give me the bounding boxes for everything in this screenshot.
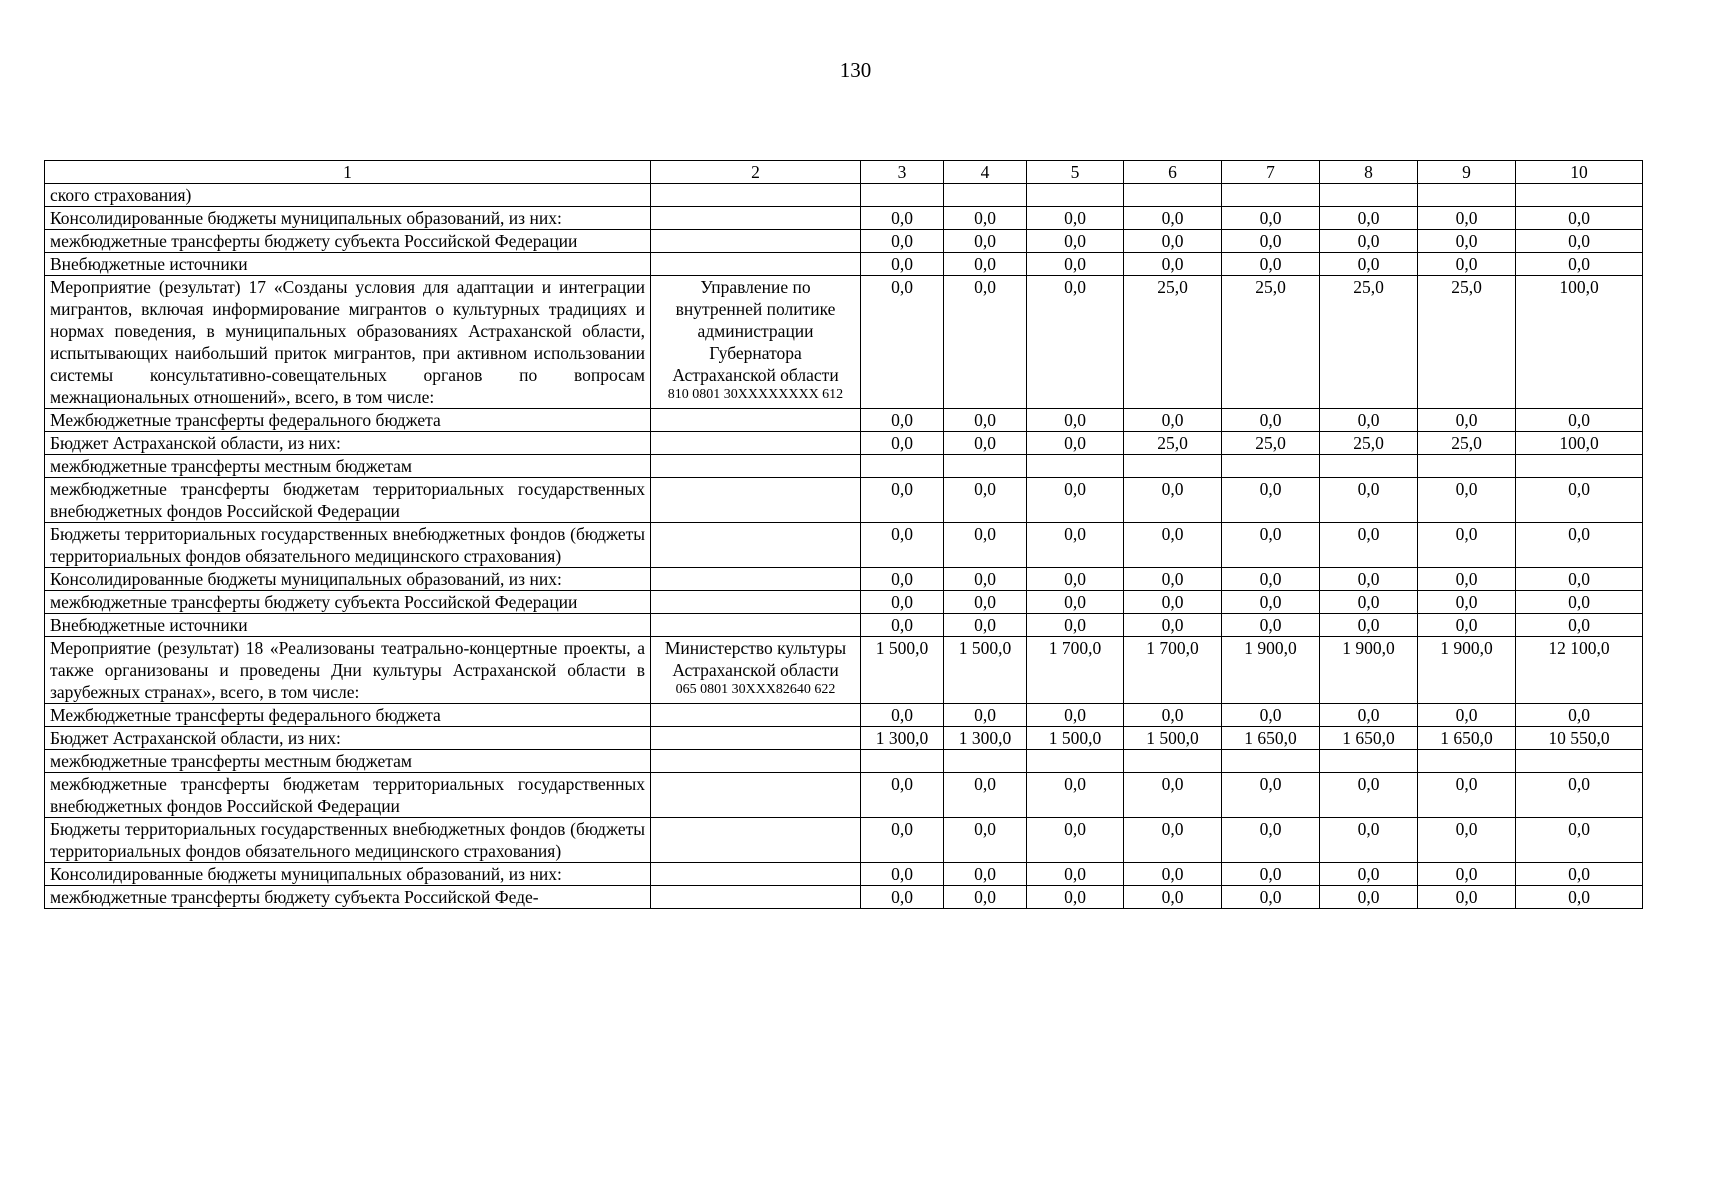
value-cell: 12 100,0 — [1516, 637, 1643, 704]
value-cell: 0,0 — [1124, 568, 1222, 591]
value-cell: 0,0 — [1027, 591, 1124, 614]
table-row — [45, 750, 1643, 773]
row-label: межбюджетные трансферты бюджетам территориальных государственных внебюджетных фондов Российской Федерации — [45, 478, 651, 523]
value-cell: 1 500,0 — [861, 637, 944, 704]
value-cell: 0,0 — [1124, 523, 1222, 568]
row-label: межбюджетные трансферты бюджету субъекта Российской Феде- — [45, 886, 651, 909]
value-cell: 0,0 — [1516, 478, 1643, 523]
value-cell: 0,0 — [1222, 773, 1320, 818]
row-label: Внебюджетные источники — [45, 253, 651, 276]
value-cell: 0,0 — [861, 773, 944, 818]
value-cell: 0,0 — [1418, 886, 1516, 909]
row-label: межбюджетные трансферты местным бюджетам — [45, 750, 651, 773]
executor-name: Министерство культуры Астраханской области — [664, 638, 847, 680]
value-cell: 0,0 — [944, 568, 1027, 591]
row-label: Межбюджетные трансферты федерального бюджета — [45, 409, 651, 432]
value-cell: 0,0 — [1320, 253, 1418, 276]
value-cell — [1124, 184, 1222, 207]
value-cell — [1418, 455, 1516, 478]
value-cell — [1516, 455, 1643, 478]
value-cell: 0,0 — [1027, 478, 1124, 523]
table-row — [45, 455, 1643, 478]
column-header: 10 — [1516, 161, 1643, 184]
row-label: Бюджеты территориальных государственных внебюджетных фондов (бюджеты территориальных фондов обязательного медицинского страхования) — [45, 523, 651, 568]
value-cell — [944, 750, 1027, 773]
value-cell: 0,0 — [861, 253, 944, 276]
responsible-executor — [651, 591, 861, 614]
responsible-executor — [651, 614, 861, 637]
row-label: Бюджет Астраханской области, из них: — [45, 432, 651, 455]
row-label: Бюджеты территориальных государственных внебюджетных фондов (бюджеты территориальных фондов обязательного медицинского страхования) — [45, 818, 651, 863]
value-cell: 0,0 — [1124, 818, 1222, 863]
value-cell: 0,0 — [1222, 568, 1320, 591]
responsible-executor — [651, 637, 861, 704]
value-cell: 0,0 — [1124, 478, 1222, 523]
table-row — [45, 409, 1643, 432]
value-cell: 0,0 — [1222, 478, 1320, 523]
value-cell: 0,0 — [1222, 230, 1320, 253]
value-cell: 0,0 — [861, 886, 944, 909]
value-cell: 0,0 — [1418, 523, 1516, 568]
table-row — [45, 614, 1643, 637]
value-cell: 0,0 — [1124, 886, 1222, 909]
value-cell: 0,0 — [1027, 523, 1124, 568]
responsible-executor — [651, 409, 861, 432]
value-cell: 0,0 — [1516, 207, 1643, 230]
value-cell: 0,0 — [1418, 614, 1516, 637]
value-cell: 0,0 — [1027, 207, 1124, 230]
value-cell: 10 550,0 — [1516, 727, 1643, 750]
column-number-row — [45, 161, 1643, 184]
value-cell: 0,0 — [1222, 523, 1320, 568]
value-cell: 0,0 — [1320, 818, 1418, 863]
value-cell: 0,0 — [1516, 818, 1643, 863]
value-cell: 0,0 — [1124, 230, 1222, 253]
value-cell: 0,0 — [1320, 614, 1418, 637]
value-cell: 0,0 — [1418, 818, 1516, 863]
value-cell: 0,0 — [1027, 704, 1124, 727]
value-cell: 0,0 — [944, 478, 1027, 523]
responsible-executor — [651, 432, 861, 455]
column-header: 8 — [1320, 161, 1418, 184]
value-cell — [861, 750, 944, 773]
value-cell: 0,0 — [1516, 704, 1643, 727]
value-cell: 25,0 — [1320, 432, 1418, 455]
value-cell: 0,0 — [861, 409, 944, 432]
responsible-executor — [651, 230, 861, 253]
value-cell — [1027, 455, 1124, 478]
responsible-executor — [651, 455, 861, 478]
value-cell: 0,0 — [1222, 863, 1320, 886]
table-row — [45, 478, 1643, 523]
value-cell: 0,0 — [861, 276, 944, 409]
value-cell: 0,0 — [1027, 773, 1124, 818]
row-label: Консолидированные бюджеты муниципальных образований, из них: — [45, 207, 651, 230]
value-cell: 0,0 — [944, 409, 1027, 432]
value-cell: 0,0 — [944, 863, 1027, 886]
value-cell: 25,0 — [1124, 432, 1222, 455]
table-row — [45, 523, 1643, 568]
value-cell: 0,0 — [1418, 773, 1516, 818]
table-row — [45, 637, 1643, 704]
table-row — [45, 230, 1643, 253]
responsible-executor — [651, 773, 861, 818]
value-cell — [944, 455, 1027, 478]
value-cell: 0,0 — [1516, 253, 1643, 276]
table-row — [45, 704, 1643, 727]
row-label: межбюджетные трансферты бюджету субъекта Российской Федерации — [45, 591, 651, 614]
value-cell: 0,0 — [944, 886, 1027, 909]
value-cell: 0,0 — [1124, 409, 1222, 432]
table-row — [45, 184, 1643, 207]
budget-table — [44, 160, 1643, 909]
value-cell: 0,0 — [1320, 863, 1418, 886]
value-cell: 0,0 — [861, 704, 944, 727]
value-cell: 1 900,0 — [1222, 637, 1320, 704]
value-cell: 25,0 — [1320, 276, 1418, 409]
value-cell: 0,0 — [1320, 704, 1418, 727]
value-cell: 0,0 — [944, 591, 1027, 614]
value-cell — [1320, 184, 1418, 207]
value-cell: 0,0 — [1320, 773, 1418, 818]
value-cell — [1124, 455, 1222, 478]
value-cell — [1027, 184, 1124, 207]
value-cell: 0,0 — [1027, 614, 1124, 637]
row-label: межбюджетные трансферты бюджету субъекта Российской Федерации — [45, 230, 651, 253]
value-cell: 1 300,0 — [861, 727, 944, 750]
table-body — [45, 184, 1643, 909]
value-cell: 0,0 — [1222, 409, 1320, 432]
value-cell — [861, 184, 944, 207]
value-cell: 0,0 — [1418, 478, 1516, 523]
value-cell: 0,0 — [944, 818, 1027, 863]
table-row — [45, 568, 1643, 591]
value-cell: 0,0 — [1418, 704, 1516, 727]
value-cell: 0,0 — [1516, 886, 1643, 909]
value-cell: 1 900,0 — [1418, 637, 1516, 704]
column-header: 9 — [1418, 161, 1516, 184]
value-cell: 1 650,0 — [1222, 727, 1320, 750]
value-cell: 0,0 — [1027, 818, 1124, 863]
value-cell — [1516, 750, 1643, 773]
value-cell: 0,0 — [1222, 591, 1320, 614]
table-row — [45, 591, 1643, 614]
value-cell: 0,0 — [1222, 614, 1320, 637]
value-cell: 0,0 — [1516, 773, 1643, 818]
responsible-executor — [651, 207, 861, 230]
value-cell: 1 700,0 — [1124, 637, 1222, 704]
value-cell: 0,0 — [861, 591, 944, 614]
value-cell: 0,0 — [1124, 591, 1222, 614]
value-cell: 0,0 — [1516, 568, 1643, 591]
value-cell: 100,0 — [1516, 432, 1643, 455]
row-label: Межбюджетные трансферты федерального бюджета — [45, 704, 651, 727]
table-row — [45, 727, 1643, 750]
row-label: ского страхования) — [45, 184, 651, 207]
value-cell: 100,0 — [1516, 276, 1643, 409]
budget-code: 810 0801 30ХХХХХХХХ 612 — [667, 387, 844, 402]
value-cell: 0,0 — [1124, 253, 1222, 276]
value-cell: 0,0 — [944, 704, 1027, 727]
value-cell: 0,0 — [1320, 568, 1418, 591]
value-cell: 0,0 — [1418, 863, 1516, 886]
responsible-executor — [651, 704, 861, 727]
value-cell: 25,0 — [1418, 276, 1516, 409]
value-cell: 0,0 — [944, 773, 1027, 818]
responsible-executor — [651, 886, 861, 909]
value-cell: 0,0 — [1222, 818, 1320, 863]
value-cell: 0,0 — [1027, 253, 1124, 276]
value-cell: 0,0 — [1222, 886, 1320, 909]
value-cell — [861, 455, 944, 478]
value-cell: 0,0 — [944, 253, 1027, 276]
row-label: Мероприятие (результат) 17 «Созданы условия для адаптации и интеграции мигрантов, включая информирование мигрантов о культурных традициях и нормах поведения, в муниципальных образованиях Астраханской области, испытывающих наибольший приток мигрантов, при активном использовании системы консультативно-совещательных органов по вопросам межнациональных отношений», всего, в том числе: — [45, 276, 651, 409]
value-cell: 1 650,0 — [1418, 727, 1516, 750]
value-cell: 0,0 — [1124, 773, 1222, 818]
value-cell: 0,0 — [1320, 478, 1418, 523]
value-cell: 0,0 — [944, 614, 1027, 637]
table-row — [45, 432, 1643, 455]
value-cell: 0,0 — [861, 818, 944, 863]
value-cell: 25,0 — [1222, 432, 1320, 455]
value-cell: 0,0 — [861, 478, 944, 523]
column-header: 4 — [944, 161, 1027, 184]
row-label: Внебюджетные источники — [45, 614, 651, 637]
row-label: Консолидированные бюджеты муниципальных образований, из них: — [45, 568, 651, 591]
value-cell: 0,0 — [1027, 432, 1124, 455]
value-cell: 25,0 — [1222, 276, 1320, 409]
column-header: 6 — [1124, 161, 1222, 184]
value-cell — [1222, 455, 1320, 478]
value-cell: 0,0 — [861, 523, 944, 568]
column-header: 7 — [1222, 161, 1320, 184]
column-header: 2 — [651, 161, 861, 184]
budget-code: 065 0801 30ХХХ82640 622 — [675, 682, 836, 697]
responsible-executor — [651, 818, 861, 863]
responsible-executor — [651, 253, 861, 276]
value-cell: 0,0 — [1027, 568, 1124, 591]
responsible-executor — [651, 863, 861, 886]
value-cell: 0,0 — [1320, 230, 1418, 253]
value-cell: 0,0 — [944, 523, 1027, 568]
executor-name: Управление по внутренней политике администрации Губернатора Астраханской области — [672, 277, 839, 385]
responsible-executor — [651, 750, 861, 773]
value-cell: 0,0 — [1124, 704, 1222, 727]
value-cell: 0,0 — [944, 432, 1027, 455]
value-cell: 0,0 — [1418, 207, 1516, 230]
value-cell: 0,0 — [1516, 591, 1643, 614]
value-cell: 0,0 — [1027, 886, 1124, 909]
value-cell: 0,0 — [861, 614, 944, 637]
value-cell: 0,0 — [861, 432, 944, 455]
table-row — [45, 276, 1643, 409]
value-cell: 0,0 — [1124, 614, 1222, 637]
value-cell: 0,0 — [1222, 207, 1320, 230]
value-cell: 0,0 — [1418, 253, 1516, 276]
value-cell: 1 650,0 — [1320, 727, 1418, 750]
value-cell: 0,0 — [1320, 409, 1418, 432]
value-cell: 0,0 — [1027, 863, 1124, 886]
value-cell: 0,0 — [1124, 207, 1222, 230]
table-row — [45, 886, 1643, 909]
value-cell: 0,0 — [1222, 253, 1320, 276]
value-cell: 0,0 — [1516, 409, 1643, 432]
value-cell: 0,0 — [1027, 409, 1124, 432]
value-cell: 0,0 — [944, 276, 1027, 409]
value-cell: 0,0 — [1418, 409, 1516, 432]
value-cell — [1516, 184, 1643, 207]
responsible-executor — [651, 523, 861, 568]
value-cell: 0,0 — [1027, 230, 1124, 253]
value-cell: 0,0 — [1320, 886, 1418, 909]
value-cell: 25,0 — [1124, 276, 1222, 409]
row-label: Мероприятие (результат) 18 «Реализованы театрально-концертные проекты, а также организованы и проведены Дни культуры Астраханской области в зарубежных странах», всего, в том числе: — [45, 637, 651, 704]
column-header: 1 — [45, 161, 651, 184]
table-row — [45, 253, 1643, 276]
value-cell: 0,0 — [1418, 591, 1516, 614]
column-header: 5 — [1027, 161, 1124, 184]
value-cell: 0,0 — [861, 230, 944, 253]
responsible-executor — [651, 184, 861, 207]
value-cell: 0,0 — [1027, 276, 1124, 409]
value-cell: 0,0 — [1222, 704, 1320, 727]
row-label: Бюджет Астраханской области, из них: — [45, 727, 651, 750]
row-label: межбюджетные трансферты местным бюджетам — [45, 455, 651, 478]
value-cell: 1 300,0 — [944, 727, 1027, 750]
value-cell — [1320, 455, 1418, 478]
responsible-executor — [651, 568, 861, 591]
table-row — [45, 818, 1643, 863]
value-cell: 0,0 — [1516, 614, 1643, 637]
value-cell — [1222, 750, 1320, 773]
value-cell: 0,0 — [944, 207, 1027, 230]
row-label: межбюджетные трансферты бюджетам территориальных государственных внебюджетных фондов Российской Федерации — [45, 773, 651, 818]
row-label: Консолидированные бюджеты муниципальных образований, из них: — [45, 863, 651, 886]
value-cell — [1222, 184, 1320, 207]
table-row — [45, 207, 1643, 230]
value-cell: 0,0 — [861, 568, 944, 591]
value-cell: 25,0 — [1418, 432, 1516, 455]
table-row — [45, 863, 1643, 886]
value-cell — [1027, 750, 1124, 773]
value-cell: 0,0 — [861, 863, 944, 886]
responsible-executor — [651, 276, 861, 409]
value-cell: 0,0 — [1320, 523, 1418, 568]
table-row — [45, 773, 1643, 818]
value-cell: 0,0 — [1418, 230, 1516, 253]
value-cell: 0,0 — [1516, 863, 1643, 886]
value-cell: 0,0 — [861, 207, 944, 230]
value-cell: 1 500,0 — [944, 637, 1027, 704]
value-cell — [1124, 750, 1222, 773]
value-cell: 1 700,0 — [1027, 637, 1124, 704]
value-cell: 0,0 — [1320, 207, 1418, 230]
value-cell: 1 900,0 — [1320, 637, 1418, 704]
value-cell: 0,0 — [1516, 230, 1643, 253]
page-number: 130 — [839, 58, 872, 82]
value-cell: 0,0 — [1418, 568, 1516, 591]
value-cell: 1 500,0 — [1124, 727, 1222, 750]
column-header: 3 — [861, 161, 944, 184]
value-cell: 0,0 — [1320, 591, 1418, 614]
value-cell: 1 500,0 — [1027, 727, 1124, 750]
responsible-executor — [651, 727, 861, 750]
value-cell — [1418, 750, 1516, 773]
value-cell — [944, 184, 1027, 207]
value-cell: 0,0 — [1124, 863, 1222, 886]
value-cell: 0,0 — [1516, 523, 1643, 568]
value-cell — [1320, 750, 1418, 773]
value-cell — [1418, 184, 1516, 207]
responsible-executor — [651, 478, 861, 523]
value-cell: 0,0 — [944, 230, 1027, 253]
